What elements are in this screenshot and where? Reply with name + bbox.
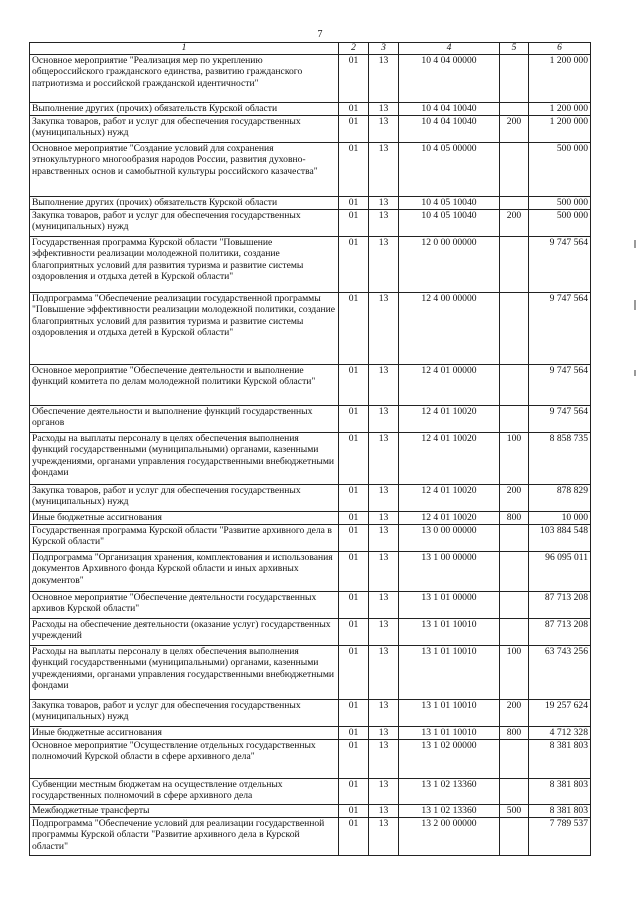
amount-cell: 500 000	[529, 197, 591, 210]
target-article-cell: 10 4 04 10040	[399, 103, 500, 116]
target-article-cell: 12 4 01 10020	[399, 512, 500, 525]
table-row	[30, 619, 591, 646]
subsection-code-cell: 13	[369, 646, 399, 700]
section-code-cell: 01	[339, 779, 369, 805]
column-number-header: 5	[500, 43, 529, 55]
section-code-cell: 01	[339, 592, 369, 619]
expense-type-cell	[500, 525, 529, 552]
target-article-cell: 13 1 01 10010	[399, 727, 500, 740]
amount-cell: 4 712 328	[529, 727, 591, 740]
subsection-code-cell: 13	[369, 116, 399, 143]
target-article-cell: 13 0 00 00000	[399, 525, 500, 552]
expense-type-cell	[500, 103, 529, 116]
subsection-code-cell: 13	[369, 406, 399, 433]
item-name-cell: Закупка товаров, работ и услуг для обеспечения государственных (муниципальных) нужд	[30, 210, 339, 237]
table-row	[30, 646, 591, 700]
table-row	[30, 433, 591, 485]
amount-cell: 878 829	[529, 485, 591, 512]
section-code-cell: 01	[339, 818, 369, 856]
expense-type-cell: 100	[500, 646, 529, 700]
table-row	[30, 779, 591, 805]
table-row	[30, 116, 591, 143]
amount-cell: 87 713 208	[529, 619, 591, 646]
subsection-code-cell: 13	[369, 365, 399, 406]
target-article-cell: 10 4 05 10040	[399, 197, 500, 210]
subsection-code-cell: 13	[369, 552, 399, 592]
expense-type-cell	[500, 237, 529, 293]
subsection-code-cell: 13	[369, 592, 399, 619]
budget-table	[29, 42, 591, 856]
column-number-header: 2	[339, 43, 369, 55]
subsection-code-cell: 13	[369, 143, 399, 197]
table-row	[30, 365, 591, 406]
target-article-cell: 12 4 01 10020	[399, 485, 500, 512]
item-name-cell: Основное мероприятие "Осуществление отдельных государственных полномочий Курской области в сфере архивного дела"	[30, 740, 339, 779]
section-code-cell: 01	[339, 727, 369, 740]
section-code-cell: 01	[339, 116, 369, 143]
item-name-cell: Расходы на выплаты персоналу в целях обеспечения выполнения функций государственными (муниципальными) органами, казенными учреждениями, органами управления государственными внебюджетными фондами	[30, 433, 339, 485]
item-name-cell: Подпрограмма "Обеспечение реализации государственной программы "Повышение эффективности реализации молодежной политики, создание благоприятных условий для развития туризма и развитие системы оздоровления и отдыха детей в Курской области"	[30, 293, 339, 365]
item-name-cell: Основное мероприятие "Обеспечение деятельности и выполнение функций комитета по делам молодежной политики Курской области"	[30, 365, 339, 406]
amount-cell: 7 789 537	[529, 818, 591, 856]
target-article-cell: 10 4 04 10040	[399, 116, 500, 143]
expense-type-cell	[500, 293, 529, 365]
item-name-cell: Расходы на выплаты персоналу в целях обеспечения выполнения функций государственными (муниципальными) органами, казенными учреждениями, органами управления государственными внебюджетными фондами	[30, 646, 339, 700]
expense-type-cell	[500, 197, 529, 210]
amount-cell: 8 381 803	[529, 805, 591, 818]
amount-cell: 9 747 564	[529, 406, 591, 433]
item-name-cell: Подпрограмма "Обеспечение условий для реализации государственной программы Курской области "Развитие архивного дела в Курской области"	[30, 818, 339, 856]
expense-type-cell	[500, 740, 529, 779]
table-row	[30, 818, 591, 856]
table-row	[30, 740, 591, 779]
target-article-cell: 13 1 01 10010	[399, 646, 500, 700]
section-code-cell: 01	[339, 55, 369, 103]
section-code-cell: 01	[339, 293, 369, 365]
scan-edge-mark	[634, 370, 636, 376]
expense-type-cell: 200	[500, 485, 529, 512]
subsection-code-cell: 13	[369, 103, 399, 116]
section-code-cell: 01	[339, 700, 369, 727]
section-code-cell: 01	[339, 237, 369, 293]
amount-cell: 9 747 564	[529, 365, 591, 406]
target-article-cell: 13 1 02 13360	[399, 779, 500, 805]
section-code-cell: 01	[339, 433, 369, 485]
amount-cell: 500 000	[529, 210, 591, 237]
section-code-cell: 01	[339, 805, 369, 818]
target-article-cell: 12 4 01 00000	[399, 365, 500, 406]
item-name-cell: Межбюджетные трансферты	[30, 805, 339, 818]
subsection-code-cell: 13	[369, 727, 399, 740]
expense-type-cell: 200	[500, 116, 529, 143]
subsection-code-cell: 13	[369, 237, 399, 293]
subsection-code-cell: 13	[369, 779, 399, 805]
item-name-cell: Основное мероприятие "Создание условий для сохранения этнокультурного многообразия народов России, развития духовно-нравственных основ и самобытной культуры российского казачества"	[30, 143, 339, 197]
expense-type-cell	[500, 619, 529, 646]
expense-type-cell: 100	[500, 433, 529, 485]
table-row	[30, 237, 591, 293]
subsection-code-cell: 13	[369, 210, 399, 237]
subsection-code-cell: 13	[369, 805, 399, 818]
item-name-cell: Государственная программа Курской области "Повышение эффективности реализации молодежной политики, создание благоприятных условий для развития туризма и развитие системы оздоровления и отдыха детей в Курской области"	[30, 237, 339, 293]
table-row	[30, 210, 591, 237]
table-row	[30, 512, 591, 525]
section-code-cell: 01	[339, 552, 369, 592]
target-article-cell: 13 1 02 00000	[399, 740, 500, 779]
amount-cell: 63 743 256	[529, 646, 591, 700]
amount-cell: 8 381 803	[529, 779, 591, 805]
item-name-cell: Иные бюджетные ассигнования	[30, 512, 339, 525]
page-number: 7	[317, 29, 323, 40]
target-article-cell: 13 1 01 00000	[399, 592, 500, 619]
target-article-cell: 12 4 01 10020	[399, 433, 500, 485]
subsection-code-cell: 13	[369, 433, 399, 485]
expense-type-cell	[500, 779, 529, 805]
item-name-cell: Обеспечение деятельности и выполнение функций государственных органов	[30, 406, 339, 433]
table-row	[30, 55, 591, 103]
table-row	[30, 143, 591, 197]
table-row	[30, 552, 591, 592]
scan-edge-mark	[634, 300, 636, 310]
expense-type-cell: 200	[500, 700, 529, 727]
subsection-code-cell: 13	[369, 818, 399, 856]
section-code-cell: 01	[339, 365, 369, 406]
expense-type-cell	[500, 552, 529, 592]
section-code-cell: 01	[339, 740, 369, 779]
item-name-cell: Закупка товаров, работ и услуг для обеспечения государственных (муниципальных) нужд	[30, 116, 339, 143]
scan-edge-mark	[634, 240, 636, 248]
subsection-code-cell: 13	[369, 485, 399, 512]
item-name-cell: Основное мероприятие "Обеспечение деятельности государственных архивов Курской области"	[30, 592, 339, 619]
expense-type-cell	[500, 143, 529, 197]
section-code-cell: 01	[339, 143, 369, 197]
expense-type-cell	[500, 592, 529, 619]
subsection-code-cell: 13	[369, 700, 399, 727]
expense-type-cell: 800	[500, 727, 529, 740]
table-row	[30, 197, 591, 210]
subsection-code-cell: 13	[369, 55, 399, 103]
section-code-cell: 01	[339, 525, 369, 552]
column-number-header: 1	[30, 43, 339, 55]
subsection-code-cell: 13	[369, 740, 399, 779]
amount-cell: 19 257 624	[529, 700, 591, 727]
item-name-cell: Закупка товаров, работ и услуг для обеспечения государственных (муниципальных) нужд	[30, 485, 339, 512]
target-article-cell: 13 1 01 10010	[399, 700, 500, 727]
subsection-code-cell: 13	[369, 525, 399, 552]
amount-cell: 500 000	[529, 143, 591, 197]
amount-cell: 87 713 208	[529, 592, 591, 619]
section-code-cell: 01	[339, 512, 369, 525]
subsection-code-cell: 13	[369, 197, 399, 210]
item-name-cell: Закупка товаров, работ и услуг для обеспечения государственных (муниципальных) нужд	[30, 700, 339, 727]
table-row	[30, 805, 591, 818]
section-code-cell: 01	[339, 485, 369, 512]
table-row	[30, 700, 591, 727]
target-article-cell: 12 0 00 00000	[399, 237, 500, 293]
target-article-cell: 12 4 00 00000	[399, 293, 500, 365]
amount-cell: 1 200 000	[529, 55, 591, 103]
amount-cell: 8 381 803	[529, 740, 591, 779]
subsection-code-cell: 13	[369, 293, 399, 365]
table-row	[30, 406, 591, 433]
amount-cell: 103 884 548	[529, 525, 591, 552]
table-row	[30, 727, 591, 740]
column-number-row	[30, 43, 591, 55]
expense-type-cell	[500, 55, 529, 103]
item-name-cell: Выполнение других (прочих) обязательств Курской области	[30, 103, 339, 116]
section-code-cell: 01	[339, 619, 369, 646]
target-article-cell: 13 1 00 00000	[399, 552, 500, 592]
subsection-code-cell: 13	[369, 619, 399, 646]
column-number-header: 6	[529, 43, 591, 55]
target-article-cell: 13 1 02 13360	[399, 805, 500, 818]
item-name-cell: Подпрограмма "Организация хранения, комплектования и использования документов Архивного фонда Курской области и иных архивных документов"	[30, 552, 339, 592]
column-number-header: 3	[369, 43, 399, 55]
amount-cell: 9 747 564	[529, 293, 591, 365]
column-number-header: 4	[399, 43, 500, 55]
table-row	[30, 485, 591, 512]
table-row	[30, 103, 591, 116]
table-row	[30, 592, 591, 619]
target-article-cell: 12 4 01 10020	[399, 406, 500, 433]
target-article-cell: 13 2 00 00000	[399, 818, 500, 856]
item-name-cell: Расходы на обеспечение деятельности (оказание услуг) государственных учреждений	[30, 619, 339, 646]
target-article-cell: 13 1 01 10010	[399, 619, 500, 646]
item-name-cell: Государственная программа Курской области "Развитие архивного дела в Курской области"	[30, 525, 339, 552]
section-code-cell: 01	[339, 197, 369, 210]
amount-cell: 8 858 735	[529, 433, 591, 485]
item-name-cell: Субвенции местным бюджетам на осуществление отдельных государственных полномочий в сфере архивного дела	[30, 779, 339, 805]
amount-cell: 1 200 000	[529, 103, 591, 116]
expense-type-cell	[500, 406, 529, 433]
expense-type-cell: 200	[500, 210, 529, 237]
section-code-cell: 01	[339, 406, 369, 433]
table-row	[30, 293, 591, 365]
amount-cell: 96 095 011	[529, 552, 591, 592]
expense-type-cell: 500	[500, 805, 529, 818]
target-article-cell: 10 4 05 10040	[399, 210, 500, 237]
expense-type-cell	[500, 818, 529, 856]
amount-cell: 1 200 000	[529, 116, 591, 143]
expense-type-cell	[500, 365, 529, 406]
section-code-cell: 01	[339, 646, 369, 700]
target-article-cell: 10 4 04 00000	[399, 55, 500, 103]
amount-cell: 10 000	[529, 512, 591, 525]
section-code-cell: 01	[339, 103, 369, 116]
target-article-cell: 10 4 05 00000	[399, 143, 500, 197]
item-name-cell: Основное мероприятие "Реализация мер по укреплению общероссийского гражданского единства, развитию гражданского патриотизма и российской гражданской идентичности"	[30, 55, 339, 103]
item-name-cell: Иные бюджетные ассигнования	[30, 727, 339, 740]
item-name-cell: Выполнение других (прочих) обязательств Курской области	[30, 197, 339, 210]
section-code-cell: 01	[339, 210, 369, 237]
subsection-code-cell: 13	[369, 512, 399, 525]
expense-type-cell: 800	[500, 512, 529, 525]
table-row	[30, 525, 591, 552]
amount-cell: 9 747 564	[529, 237, 591, 293]
